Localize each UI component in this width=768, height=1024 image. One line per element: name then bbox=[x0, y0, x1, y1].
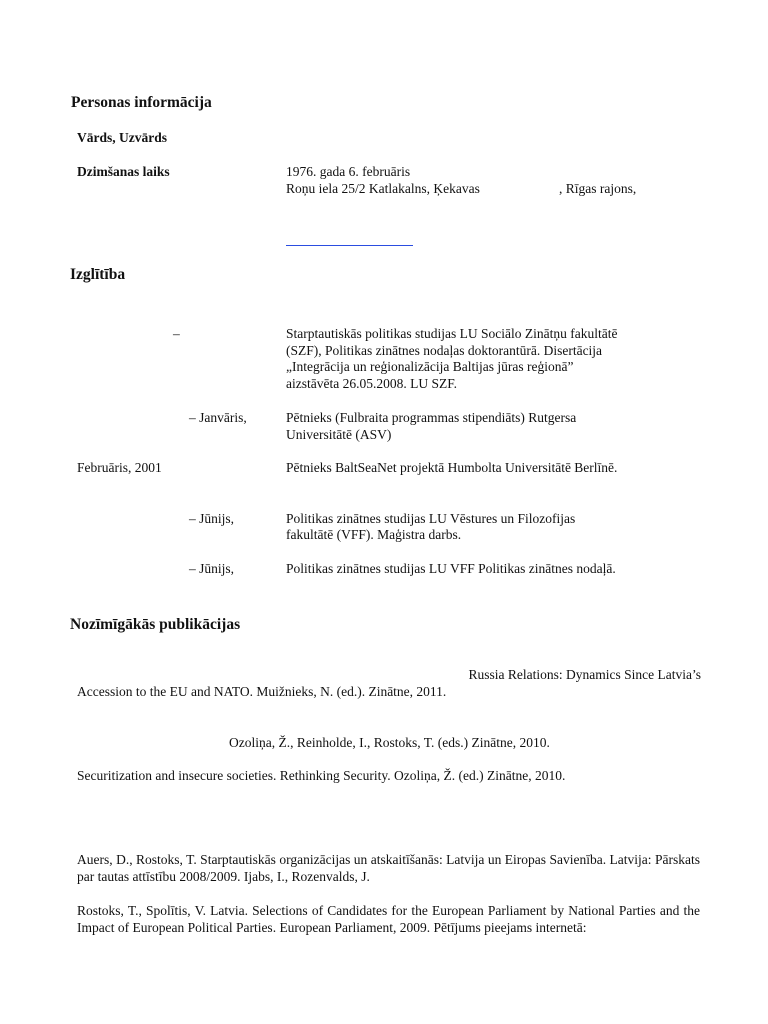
education-entry-2-line-1: Pētnieks (Fulbraita programmas stipendiāts) Rutgersa bbox=[286, 410, 577, 425]
education-entry-3-line-1: Pētnieks BaltSeaNet projektā Humbolta Universitātē Berlīnē. bbox=[286, 460, 618, 475]
publication-2: Ozoliņa, Ž., Reinholde, I., Rostoks, T. (eds.) Zinātne, 2010. bbox=[229, 735, 550, 750]
education-entry-1-line-2: (SZF), Politikas zinātnes nodaļas doktorantūrā. Disertācija bbox=[286, 343, 603, 358]
name-label: Vārds, Uzvārds bbox=[77, 130, 167, 145]
publication-1-line-2: Accession to the EU and NATO. Muižnieks, N. (ed.). Zinātne, 2011. bbox=[77, 684, 447, 699]
education-period-3: Februāris, 2001 bbox=[77, 460, 162, 475]
education-entry-5-line-1: Politikas zinātnes studijas LU VFF Politikas zinātnes nodaļā. bbox=[286, 561, 616, 576]
publication-4: Auers, D., Rostoks, T. Starptautiskās organizācijas un atskaitīšanās: Latvija un Eiropas Savienība. Latvija: Pārskats par tautas attīstību 2008/2009. Ijabs, I., Rozenvalds, J. bbox=[77, 852, 700, 884]
publications-heading: Nozīmīgākās publikācijas bbox=[70, 616, 241, 633]
publication-1-line-1: Russia Relations: Dynamics Since Latvia’s bbox=[468, 667, 701, 682]
education-entry-4-line-2: fakultātē (VFF). Maģistra darbs. bbox=[286, 527, 462, 542]
publication-5: Rostoks, T., Spolītis, V. Latvia. Selections of Candidates for the European Parliament by National Parties and the Impact of European Political Parties. European Parliament, 2009. Pētījums pieejams internetā: bbox=[77, 903, 700, 935]
education-entry-4-line-1: Politikas zinātnes studijas LU Vēstures un Filozofijas bbox=[286, 511, 576, 526]
education-entry-1-line-3: „Integrācija un reģionalizācija Baltijas jūras reģionā” bbox=[286, 359, 574, 374]
education-period-2: – Janvāris, bbox=[189, 410, 247, 425]
education-entry-1-line-1: Starptautiskās politikas studijas LU Sociālo Zinātņu fakultātē bbox=[286, 326, 618, 341]
education-heading: Izglītība bbox=[70, 266, 126, 283]
email-link-underline[interactable] bbox=[286, 245, 413, 246]
birth-value: 1976. gada 6. februāris bbox=[286, 164, 411, 179]
publication-3: Securitization and insecure societies. Rethinking Security. Ozoliņa, Ž. (ed.) Zinātne, 2010. bbox=[77, 768, 566, 783]
education-entry-1-line-4: aizstāvēta 26.05.2008. LU SZF. bbox=[286, 376, 458, 391]
personal-heading: Personas informācija bbox=[71, 94, 212, 111]
education-period-4: – Jūnijs, bbox=[189, 511, 235, 526]
address-part2: , Rīgas rajons, bbox=[559, 181, 637, 196]
address-part1: Roņu iela 25/2 Katlakalns, Ķekavas bbox=[286, 181, 480, 196]
education-entry-2-line-2: Universitātē (ASV) bbox=[286, 427, 392, 442]
birth-label: Dzimšanas laiks bbox=[77, 164, 170, 179]
education-period-5: – Jūnijs, bbox=[189, 561, 235, 576]
education-period-1: – bbox=[173, 326, 180, 341]
